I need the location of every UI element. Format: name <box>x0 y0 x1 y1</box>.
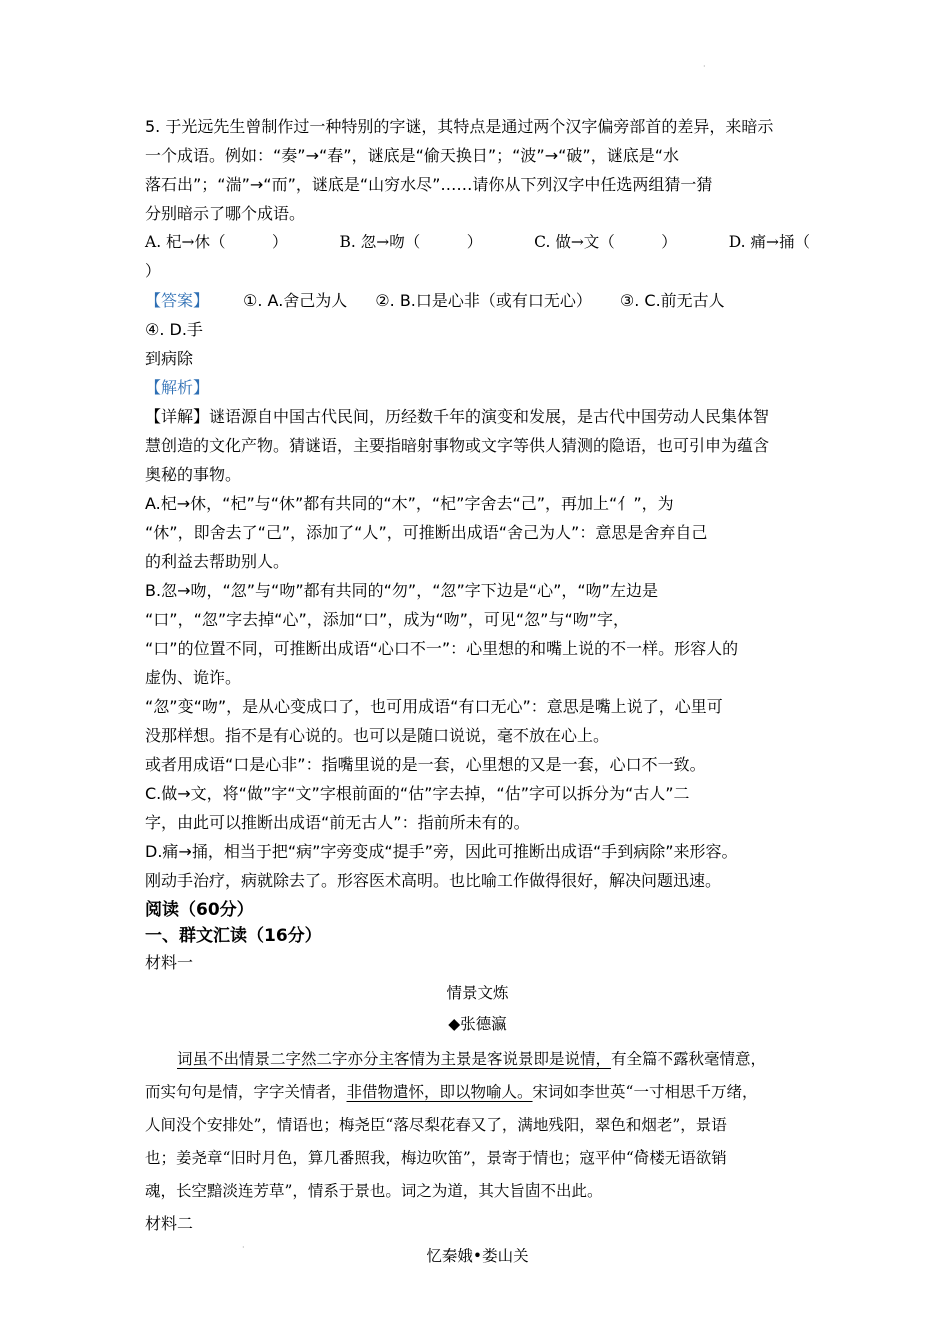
passage-fragment: 有全篇不露秋毫情意， <box>611 1050 767 1068</box>
passage-line <box>145 1076 810 1109</box>
option-a: A. 杞→休（ ） <box>145 233 288 251</box>
answer-item: ②. B.口是心非（或有口无心） <box>375 291 592 310</box>
analysis-line: 或者用成语“口是心非”：指嘴里说的是一套，心里想的又是一套，心口不一致。 <box>145 755 706 774</box>
answer-item: ③. C.前无古人 <box>619 291 725 310</box>
analysis-line: 刚动手治疗，病就除去了。形容医术高明。也比喻工作做得很好，解决问题迅速。 <box>145 871 722 890</box>
answer-tag: 【答案】 <box>145 291 210 310</box>
passage-line <box>145 1142 810 1175</box>
passage-author: ◆张德瀛 <box>448 1015 507 1033</box>
emphasis-dot-char: 倚 <box>633 1149 650 1167</box>
analysis-line: 【详解】谜语源自中国古代民间，历经数千年的演变和发展，是古代中国劳动人民集体智 <box>145 407 770 426</box>
passage-line <box>145 1043 810 1076</box>
corner-mark-top: · <box>703 62 706 71</box>
analysis-line: “忽”变“吻”，是从心变成口了，也可用成语“有口无心”：意思是嘴上说了，心里可 <box>145 697 723 716</box>
analysis-tag: 【解析】 <box>145 378 210 397</box>
analysis-line: 虚伪、诡诈。 <box>145 668 242 687</box>
underlined-phrase: 非借物遣怀，即以物喻人。 <box>346 1083 533 1101</box>
analysis-line: 的利益去帮助别人。 <box>145 552 290 571</box>
passage-fragment: 宋词如李世英“一寸相思千万绪， <box>532 1083 758 1101</box>
analysis-line: “口”，“忽”字去掉“心”，添加“口”，成为“吻”，可见“忽”与“吻”字， <box>145 610 630 629</box>
document-page <box>145 112 810 1272</box>
analysis-line: 字，由此可以推断出成语“前无古人”：指前所未有的。 <box>145 813 530 832</box>
passage-title: 情景文炼 <box>446 984 509 1002</box>
passage-fragment: 而实句句是情，字字关情者， <box>145 1083 347 1101</box>
analysis-line: 没那样想。指不是有心说的。也可以是随口说说，毫不放在心上。 <box>145 726 610 745</box>
material-1-label: 材料一 <box>145 953 194 972</box>
option-d: D. 痛→捅（ <box>728 233 810 251</box>
option-b: B. 忽→吻（ ） <box>339 233 483 251</box>
passage-fragment: 不出此。 <box>540 1182 603 1200</box>
analysis-line: “休”，即舍去了“己”，添加了“人”，可推断出成语“舍己为人”：意思是舍弃自己 <box>145 523 708 542</box>
option-d-tail: ） <box>145 262 161 280</box>
passage-text <box>145 1043 810 1208</box>
section-heading: 一、群文汇读（16分） <box>145 926 322 946</box>
question-5-text <box>145 112 810 228</box>
option-c: C. 做→文（ ） <box>534 233 677 251</box>
question-line: 一个成语。例如：“奏”→“春”，谜底是“偷天换日”；“波”→“破”，谜底是“水 <box>145 146 679 165</box>
passage-line: 人间没个安排处”，情语也；梅尧臣“落尽梨花春又了，满地残阳，翠色和烟老”，景语 <box>145 1116 727 1134</box>
passage-fragment: 楼无语欲销 <box>649 1149 727 1167</box>
passage-fragment: 魂，长空黯淡连芳草”，情系于景也。词之为道，其大旨 <box>145 1182 525 1200</box>
corner-mark-bottom: · <box>242 1243 245 1252</box>
analysis-text <box>145 402 810 895</box>
passage-line <box>145 1175 810 1208</box>
passage-fragment: 也；姜尧章“旧时月色，算几番照我，梅边吹笛”，景寄于情也；寇平仲“ <box>145 1149 634 1167</box>
analysis-line: D.痛→捅，相当于把“病”字旁变成“提手”旁，因此可推断出成语“手到病除”来形容。 <box>145 842 738 861</box>
question-options <box>145 228 810 257</box>
answer-item: ④. D.手 <box>145 320 203 339</box>
question-line: 落石出”；“湍”→“而”，谜底是“山穷水尽”……请你从下列汉字中任选两组猜一猜 <box>145 175 713 194</box>
analysis-line: 慧创造的文化产物。猜谜语，主要指暗射事物或文字等供人猜测的隐语，也可引申为蕴含 <box>145 436 770 455</box>
emphasis-dot-char: 固 <box>524 1182 541 1200</box>
question-line: 分别暗示了哪个成语。 <box>145 204 306 223</box>
analysis-line: 奥秘的事物。 <box>145 465 242 484</box>
underlined-phrase: 词虽不出情景二字然二字亦分主客情为主景是客说景即是说情， <box>177 1050 612 1068</box>
analysis-line: A.杞→休，“杞”与“休”都有共同的“木”，“杞”字舍去“己”，再加上“亻”，为 <box>145 494 674 513</box>
material-2-label: 材料二 <box>145 1214 194 1233</box>
answer-tail: 到病除 <box>145 349 194 368</box>
answer-item: ①. A.舍己为人 <box>243 291 348 310</box>
answer-block <box>145 286 810 344</box>
analysis-line: “口”的位置不同，可推断出成语“心口不一”：心里想的和嘴上说的不一样。形容人的 <box>145 639 739 658</box>
analysis-line: B.忽→吻，“忽”与“吻”都有共同的“勿”，“忽”字下边是“心”，“吻”左边是 <box>145 581 658 600</box>
poem-title: 忆秦娥•娄山关 <box>426 1247 529 1265</box>
question-line: 5. 于光远先生曾制作过一种特别的字谜，其特点是通过两个汉字偏旁部首的差异，来暗示 <box>145 117 774 136</box>
reading-heading: 阅读（60分） <box>145 900 254 920</box>
analysis-line: C.做→文，将“做”字“文”字根前面的“估”字去掉，“估”字可以拆分为“古人”二 <box>145 784 690 803</box>
